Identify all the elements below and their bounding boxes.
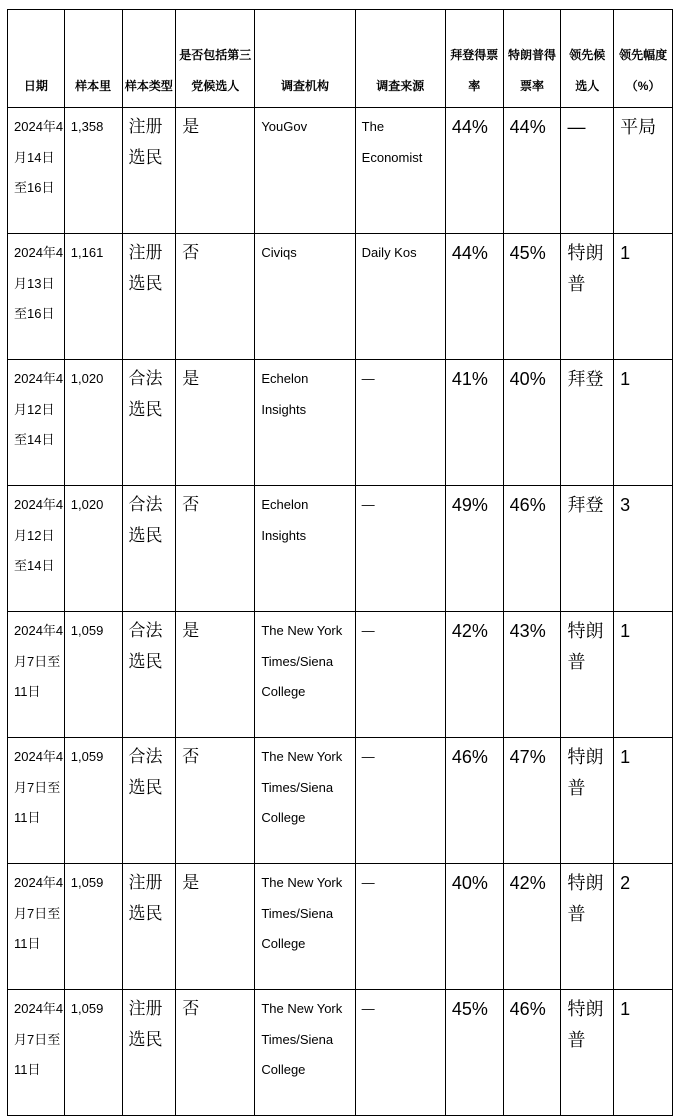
header-sample-size: 样本里 — [64, 10, 122, 108]
cell-third-party: 是 — [176, 612, 255, 738]
cell-date: 2024年4月12日至14日 — [8, 486, 65, 612]
cell-source: — — [355, 738, 445, 864]
poll-table — [7, 9, 673, 1116]
cell-date: 2024年4月7日至11日 — [8, 864, 65, 990]
cell-source: — — [355, 990, 445, 1116]
cell-pollster: Echelon Insights — [255, 360, 355, 486]
header-leader: 领先候选人 — [561, 10, 614, 108]
cell-source: The Economist — [355, 108, 445, 234]
cell-pollster: The New York Times/Siena College — [255, 990, 355, 1116]
header-trump: 特朗普得票率 — [503, 10, 561, 108]
cell-trump: 44% — [503, 108, 561, 234]
header-row — [8, 10, 673, 108]
cell-trump: 46% — [503, 486, 561, 612]
cell-pollster: The New York Times/Siena College — [255, 738, 355, 864]
cell-biden: 42% — [445, 612, 503, 738]
cell-sample-type: 合法选民 — [122, 360, 176, 486]
cell-trump: 40% — [503, 360, 561, 486]
cell-sample-size: 1,358 — [64, 108, 122, 234]
cell-trump: 46% — [503, 990, 561, 1116]
cell-sample-size: 1,059 — [64, 864, 122, 990]
cell-source: — — [355, 864, 445, 990]
cell-sample-size: 1,020 — [64, 486, 122, 612]
cell-pollster: Civiqs — [255, 234, 355, 360]
table-row — [8, 108, 673, 234]
cell-leader: 拜登 — [561, 360, 614, 486]
table-row — [8, 864, 673, 990]
cell-source: Daily Kos — [355, 234, 445, 360]
cell-trump: 43% — [503, 612, 561, 738]
cell-pollster: The New York Times/Siena College — [255, 864, 355, 990]
cell-sample-size: 1,059 — [64, 990, 122, 1116]
cell-date: 2024年4月7日至11日 — [8, 738, 65, 864]
cell-sample-type: 合法选民 — [122, 738, 176, 864]
cell-biden: 46% — [445, 738, 503, 864]
header-date: 日期 — [8, 10, 65, 108]
header-pollster: 调查机构 — [255, 10, 355, 108]
table-row — [8, 612, 673, 738]
header-biden: 拜登得票率 — [445, 10, 503, 108]
header-sample-type: 样本类型 — [122, 10, 176, 108]
cell-biden: 44% — [445, 234, 503, 360]
cell-margin: 平局 — [614, 108, 673, 234]
cell-biden: 45% — [445, 990, 503, 1116]
header-third-party: 是否包括第三党候选人 — [176, 10, 255, 108]
cell-sample-type: 注册选民 — [122, 864, 176, 990]
cell-date: 2024年4月7日至11日 — [8, 990, 65, 1116]
cell-trump: 45% — [503, 234, 561, 360]
cell-leader: 特朗普 — [561, 990, 614, 1116]
cell-margin: 1 — [614, 360, 673, 486]
cell-sample-size: 1,059 — [64, 738, 122, 864]
cell-sample-type: 注册选民 — [122, 234, 176, 360]
cell-date: 2024年4月7日至11日 — [8, 612, 65, 738]
cell-third-party: 否 — [176, 738, 255, 864]
cell-third-party: 是 — [176, 360, 255, 486]
cell-source: — — [355, 360, 445, 486]
cell-trump: 47% — [503, 738, 561, 864]
table-row — [8, 738, 673, 864]
cell-leader: 特朗普 — [561, 612, 614, 738]
cell-sample-size: 1,020 — [64, 360, 122, 486]
cell-sample-type: 注册选民 — [122, 990, 176, 1116]
cell-biden: 49% — [445, 486, 503, 612]
cell-leader: 特朗普 — [561, 738, 614, 864]
cell-margin: 1 — [614, 234, 673, 360]
cell-pollster: YouGov — [255, 108, 355, 234]
cell-margin: 1 — [614, 738, 673, 864]
cell-source: — — [355, 612, 445, 738]
cell-source: — — [355, 486, 445, 612]
header-source: 调查来源 — [355, 10, 445, 108]
table-row — [8, 360, 673, 486]
cell-sample-size: 1,161 — [64, 234, 122, 360]
cell-sample-type: 注册选民 — [122, 108, 176, 234]
cell-third-party: 否 — [176, 990, 255, 1116]
cell-sample-size: 1,059 — [64, 612, 122, 738]
cell-leader: 特朗普 — [561, 234, 614, 360]
table-row — [8, 486, 673, 612]
table-row — [8, 990, 673, 1116]
table-row — [8, 234, 673, 360]
header-margin: 领先幅度（%） — [614, 10, 673, 108]
cell-biden: 44% — [445, 108, 503, 234]
cell-trump: 42% — [503, 864, 561, 990]
cell-margin: 2 — [614, 864, 673, 990]
cell-sample-type: 合法选民 — [122, 612, 176, 738]
cell-pollster: The New York Times/Siena College — [255, 612, 355, 738]
cell-leader: 特朗普 — [561, 864, 614, 990]
cell-margin: 3 — [614, 486, 673, 612]
cell-pollster: Echelon Insights — [255, 486, 355, 612]
cell-third-party: 是 — [176, 864, 255, 990]
cell-third-party: 是 — [176, 108, 255, 234]
cell-biden: 41% — [445, 360, 503, 486]
cell-date: 2024年4月12日至14日 — [8, 360, 65, 486]
cell-biden: 40% — [445, 864, 503, 990]
cell-date: 2024年4月14日至16日 — [8, 108, 65, 234]
cell-margin: 1 — [614, 990, 673, 1116]
cell-date: 2024年4月13日至16日 — [8, 234, 65, 360]
cell-leader: — — [561, 108, 614, 234]
cell-third-party: 否 — [176, 486, 255, 612]
cell-leader: 拜登 — [561, 486, 614, 612]
cell-sample-type: 合法选民 — [122, 486, 176, 612]
cell-third-party: 否 — [176, 234, 255, 360]
cell-margin: 1 — [614, 612, 673, 738]
